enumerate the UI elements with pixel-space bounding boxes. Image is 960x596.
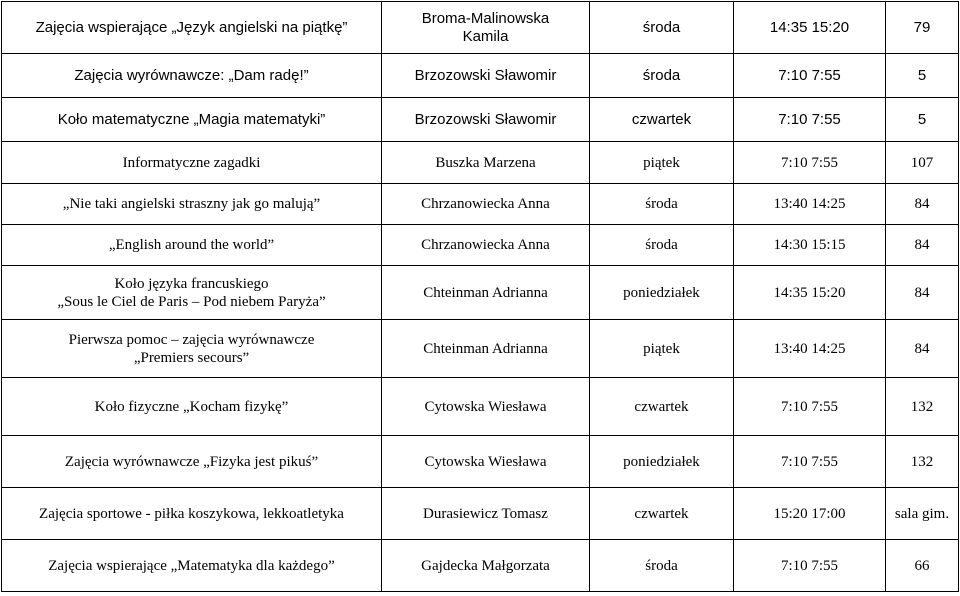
day-cell: środa	[590, 54, 734, 98]
activity-cell	[2, 98, 382, 142]
room-cell: sala gim.	[886, 488, 959, 540]
table-row	[2, 142, 959, 184]
day-cell: środa	[590, 225, 734, 266]
teacher-cell-line: Broma-Malinowska	[421, 9, 550, 27]
activity-cell-line: „Premiers secours”	[133, 349, 250, 366]
activity-cell-line: Pierwsza pomoc – zajęcia wyrównawcze	[68, 331, 315, 348]
teacher-cell-line: Brzozowski Sławomir	[414, 66, 557, 84]
teacher-cell-line: Buszka Marzena	[435, 154, 536, 171]
time-cell: 13:40 14:25	[734, 184, 886, 225]
schedule-table	[1, 1, 959, 592]
teacher-cell	[382, 184, 590, 225]
table-row	[2, 266, 959, 320]
activity-cell-line: Zajęcia wyrównawcze: „Dam radę!”	[74, 66, 309, 84]
room-cell: 84	[886, 184, 959, 225]
teacher-cell	[382, 540, 590, 592]
table-row	[2, 2, 959, 54]
time-cell: 14:35 15:20	[734, 266, 886, 320]
teacher-cell-line: Durasiewicz Tomasz	[423, 505, 548, 522]
activity-cell	[2, 540, 382, 592]
teacher-cell-line: Chrzanowiecka Anna	[421, 237, 550, 253]
room-cell: 79	[886, 2, 959, 54]
time-cell: 14:35 15:20	[734, 2, 886, 54]
time-cell: 7:10 7:55	[734, 436, 886, 488]
time-cell: 7:10 7:55	[734, 378, 886, 436]
table-row	[2, 184, 959, 225]
time-cell: 15:20 17:00	[734, 488, 886, 540]
day-cell: piątek	[590, 320, 734, 378]
teacher-cell-line: Cytowska Wiesława	[424, 453, 547, 470]
teacher-cell	[382, 378, 590, 436]
teacher-cell	[382, 320, 590, 378]
day-cell: środa	[590, 184, 734, 225]
activity-cell	[2, 142, 382, 184]
day-cell: czwartek	[590, 98, 734, 142]
time-cell: 13:40 14:25	[734, 320, 886, 378]
teacher-cell-line: Kamila	[462, 27, 509, 45]
room-cell: 84	[886, 266, 959, 320]
time-cell: 7:10 7:55	[734, 98, 886, 142]
time-cell: 7:10 7:55	[734, 142, 886, 184]
schedule-body	[2, 2, 959, 592]
teacher-cell-line: Chteinman Adrianna	[423, 340, 548, 357]
activity-cell	[2, 184, 382, 225]
table-row	[2, 488, 959, 540]
day-cell: poniedziałek	[590, 266, 734, 320]
room-cell: 5	[886, 54, 959, 98]
teacher-cell	[382, 266, 590, 320]
teacher-cell-line: Chteinman Adrianna	[423, 284, 548, 301]
activity-cell-line: Koło matematyczne „Magia matematyki”	[57, 110, 326, 128]
room-cell: 84	[886, 225, 959, 266]
activity-cell	[2, 488, 382, 540]
table-row	[2, 540, 959, 592]
day-cell: środa	[590, 2, 734, 54]
activity-cell	[2, 320, 382, 378]
table-row	[2, 378, 959, 436]
table-row	[2, 436, 959, 488]
teacher-cell	[382, 488, 590, 540]
day-cell: czwartek	[590, 488, 734, 540]
table-row	[2, 54, 959, 98]
activity-cell-line: Koło języka francuskiego	[114, 275, 269, 292]
activity-cell-line: „Sous le Ciel de Paris – Pod niebem Paryża”	[57, 293, 326, 310]
activity-cell-line: Zajęcia sportowe - piłka koszykowa, lekkoatletyka	[39, 505, 344, 522]
activity-cell-line: Zajęcia wyrównawcze „Fizyka jest pikuś”	[64, 453, 319, 470]
activity-cell-line: „English around the world”	[108, 237, 275, 253]
room-cell: 84	[886, 320, 959, 378]
activity-cell	[2, 54, 382, 98]
time-cell: 14:30 15:15	[734, 225, 886, 266]
table-row	[2, 225, 959, 266]
activity-cell-line: Informatyczne zagadki	[122, 154, 261, 171]
table-row	[2, 320, 959, 378]
teacher-cell	[382, 2, 590, 54]
room-cell: 5	[886, 98, 959, 142]
activity-cell	[2, 2, 382, 54]
teacher-cell-line: Brzozowski Sławomir	[414, 110, 557, 128]
activity-cell	[2, 436, 382, 488]
activity-cell-line: Zajęcia wspierające „Matematyka dla każdego”	[48, 557, 335, 574]
teacher-cell-line: Chrzanowiecka Anna	[421, 196, 550, 212]
activity-cell-line: „Nie taki angielski straszny jak go malują”	[62, 196, 321, 212]
teacher-cell	[382, 142, 590, 184]
teacher-cell	[382, 436, 590, 488]
time-cell: 7:10 7:55	[734, 54, 886, 98]
room-cell: 107	[886, 142, 959, 184]
room-cell: 132	[886, 436, 959, 488]
teacher-cell	[382, 54, 590, 98]
teacher-cell-line: Cytowska Wiesława	[424, 398, 547, 415]
day-cell: środa	[590, 540, 734, 592]
activity-cell	[2, 225, 382, 266]
table-row	[2, 98, 959, 142]
teacher-cell	[382, 98, 590, 142]
room-cell: 66	[886, 540, 959, 592]
activity-cell-line: Koło fizyczne „Kocham fizykę”	[94, 398, 289, 415]
day-cell: piątek	[590, 142, 734, 184]
activity-cell-line: Zajęcia wspierające „Język angielski na piątkę”	[35, 18, 348, 36]
teacher-cell-line: Gajdecka Małgorzata	[421, 557, 550, 574]
time-cell: 7:10 7:55	[734, 540, 886, 592]
day-cell: poniedziałek	[590, 436, 734, 488]
room-cell: 132	[886, 378, 959, 436]
activity-cell	[2, 378, 382, 436]
activity-cell	[2, 266, 382, 320]
day-cell: czwartek	[590, 378, 734, 436]
teacher-cell	[382, 225, 590, 266]
